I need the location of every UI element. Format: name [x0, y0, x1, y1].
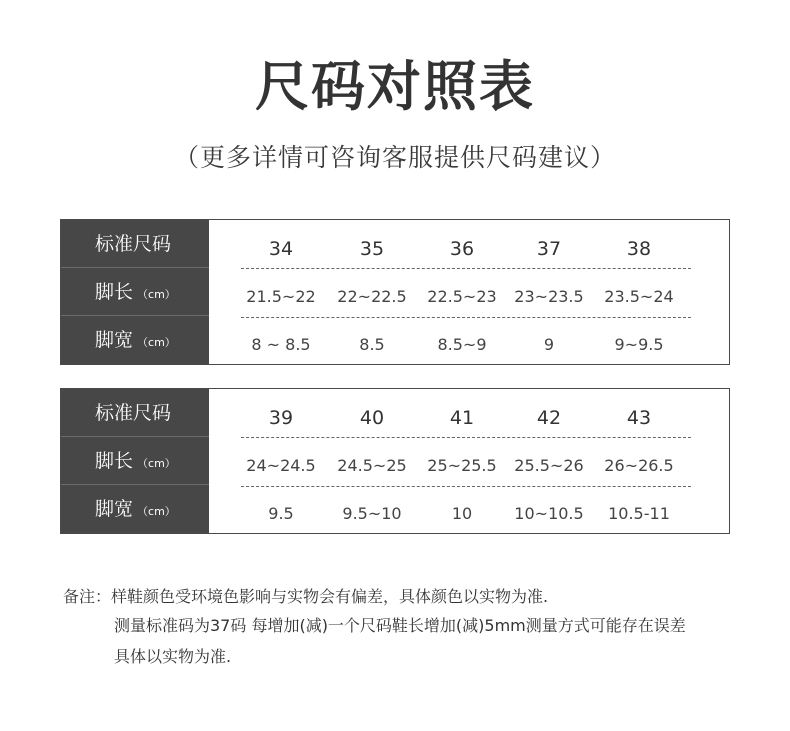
size-cell: 38: [626, 238, 652, 260]
size-row: [209, 225, 729, 273]
width-cell: 8 ~ 8.5: [251, 335, 311, 354]
dashed-divider: [241, 486, 691, 487]
dashed-divider: [241, 268, 691, 269]
length-cell: 26~26.5: [604, 456, 674, 475]
length-cell: 22~22.5: [337, 287, 407, 306]
note-line-3: 具体以实物为准.: [114, 647, 232, 666]
length-cell: 24~24.5: [246, 456, 316, 475]
label-standard-size-text: 标准尺码: [95, 402, 172, 424]
size-row: [209, 394, 729, 442]
width-cell: 8.5~9: [437, 335, 487, 354]
width-cell: 9: [543, 335, 555, 354]
label-standard-size-text: 标准尺码: [95, 233, 172, 255]
size-cell: 40: [359, 407, 385, 429]
size-cell: 34: [268, 238, 294, 260]
label-foot-width: [61, 485, 209, 533]
values-area: [209, 220, 729, 364]
width-cell: 9.5: [268, 504, 294, 523]
label-foot-length-text: 脚长: [95, 281, 134, 303]
note-line-1: 备注：样鞋颜色受环境色影响与实物会有偏差，具体颜色以实物为准.: [63, 587, 549, 606]
label-foot-length-text: 脚长: [95, 450, 134, 472]
row-labels-column: [61, 220, 209, 364]
length-cell: 23~23.5: [514, 287, 584, 306]
length-row: [209, 442, 729, 490]
width-row: [209, 490, 729, 538]
label-foot-length: [61, 437, 209, 485]
size-cell: 36: [449, 238, 475, 260]
label-unit: （cm）: [137, 457, 176, 470]
width-cell: 10~10.5: [514, 504, 584, 523]
page-subtitle: （更多详情可咨询客服提供尺码建议）: [173, 143, 616, 172]
label-unit: （cm）: [137, 336, 176, 349]
length-cell: 22.5~23: [427, 287, 497, 306]
length-row: [209, 273, 729, 321]
label-unit: （cm）: [137, 505, 176, 518]
size-table-2: [60, 388, 730, 534]
page-title: 尺码对照表: [255, 55, 535, 118]
length-cell: 21.5~22: [246, 287, 316, 306]
width-cell: 9~9.5: [614, 335, 664, 354]
width-cell: 8.5: [359, 335, 385, 354]
width-cell: 9.5~10: [342, 504, 402, 523]
label-foot-length: [61, 268, 209, 316]
size-cell: 42: [536, 407, 562, 429]
size-table-1: [60, 219, 730, 365]
size-cell: 43: [626, 407, 652, 429]
label-foot-width: [61, 316, 209, 364]
label-standard-size: [61, 389, 209, 437]
label-unit: （cm）: [137, 288, 176, 301]
label-standard-size: [61, 220, 209, 268]
length-cell: 25~25.5: [427, 456, 497, 475]
length-cell: 25.5~26: [514, 456, 584, 475]
label-foot-width-text: 脚宽: [95, 329, 134, 351]
label-foot-width-text: 脚宽: [95, 498, 134, 520]
size-cell: 39: [268, 407, 294, 429]
length-cell: 23.5~24: [604, 287, 674, 306]
size-cell: 41: [449, 407, 475, 429]
width-row: [209, 321, 729, 369]
dashed-divider: [241, 317, 691, 318]
width-cell: 10.5-11: [608, 504, 670, 523]
dashed-divider: [241, 437, 691, 438]
length-cell: 24.5~25: [337, 456, 407, 475]
width-cell: 10: [451, 504, 473, 523]
size-cell: 35: [359, 238, 385, 260]
size-cell: 37: [536, 238, 562, 260]
row-labels-column: [61, 389, 209, 533]
note-line-2: 测量标准码为37码 每增加(减)一个尺码鞋长增加(减)5mm测量方式可能存在误差: [114, 616, 686, 635]
values-area: [209, 389, 729, 533]
